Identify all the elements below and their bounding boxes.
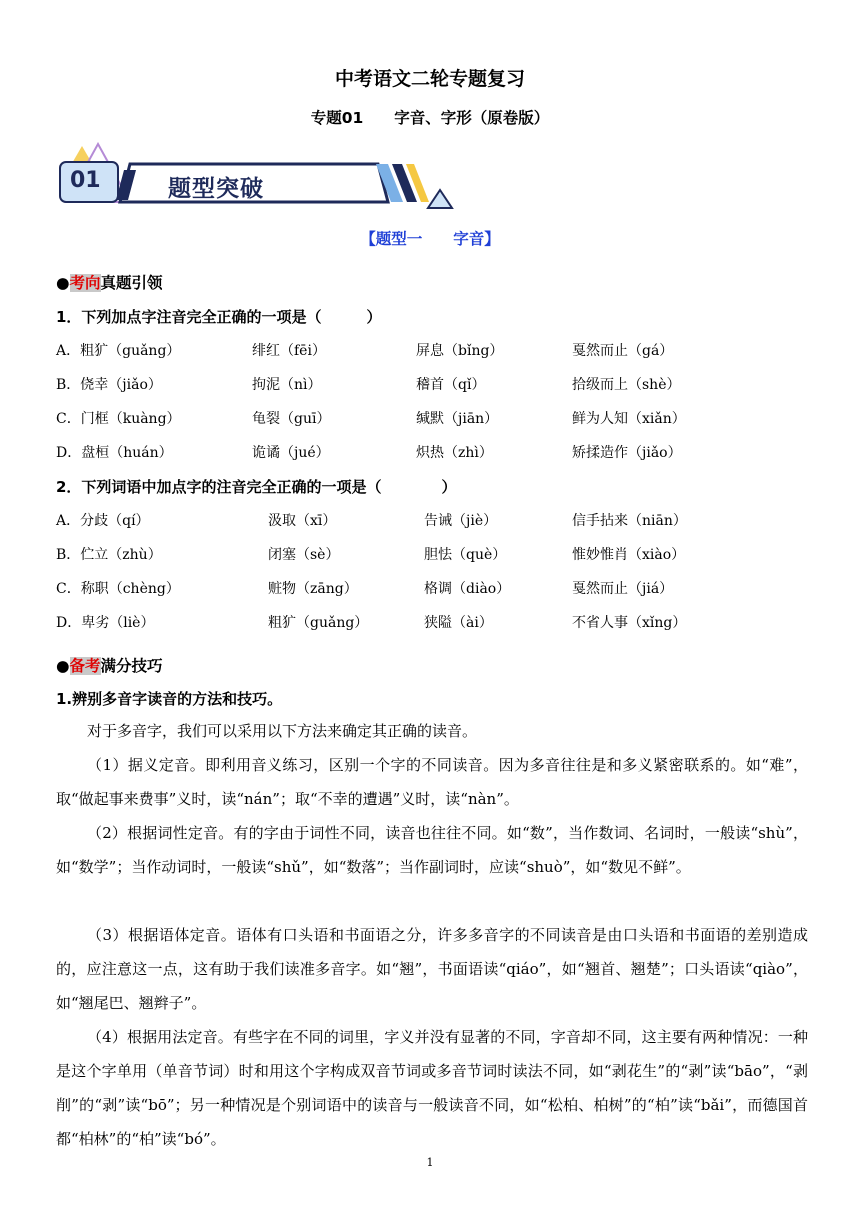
q1-option-a-2: 绯红（fēi） — [252, 343, 326, 359]
q1-option-b-2: 拘泥（nì） — [252, 377, 322, 393]
paragraph-1: （1）据义定音。即利用音义练习，区别一个字的不同读音。因为多音往往是和多义紧密联系的。如“难”，取“做起事来费事”义时，读“nán”；取“不幸的遭遇”义时，读“nàn”。 — [56, 756, 808, 808]
section-heading-text: 真题引领 — [100, 274, 163, 292]
banner-label: 题型突破 — [168, 176, 264, 202]
paragraph-2: （2）根据词性定音。有的字由于词性不同，读音也往往不同。如“数”，当作数词、名词时，一般读“shù”，如“数学”；当作动词时，一般读“shǔ”，如“数落”；当作副词时，应读“shuò”，如“数见不鲜”。 — [56, 824, 808, 876]
q1-option-c-3: 缄默（jiān） — [416, 411, 499, 427]
q2-option-d-1: D．卑劣（liè） — [56, 615, 155, 631]
q1-option-b-4: 拾级而上（shè） — [572, 377, 681, 393]
q1-option-d-2: 诡谲（jué） — [252, 445, 330, 461]
question-1-stem: 1．下列加点字注音完全正确的一项是（ ） — [56, 308, 382, 326]
tip-1-title: 1.辨别多音字读音的方法和技巧。 — [56, 690, 283, 708]
q1-option-c-4: 鲜为人知（xiǎn） — [572, 411, 686, 427]
page-number: 1 — [426, 1156, 434, 1169]
q2-option-a-2: 汲取（xī） — [268, 513, 337, 529]
q2-option-d-2: 粗犷（guǎng） — [268, 615, 369, 631]
paragraph-4: （4）根据用法定音。有些字在不同的词里，字义并没有显著的不同，字音却不同，这主要有两种情况：一种是这个字单用（单音节词）时和用这个字构成双音节词或多音节词时读法不同，如“剥花生”的“剥”读“bāo”，“剥削”的“剥”读“bō”；另一种情况是个别词语中的读音与一般读音不同，如“松柏、柏树”的“柏”读“bǎi”，而德国首都“柏林”的“柏”读“bó”。 — [56, 1028, 808, 1148]
q2-option-b-3: 胆怯（què） — [424, 547, 507, 563]
q1-option-d-3: 炽热（zhì） — [416, 445, 493, 461]
q2-option-c-2: 赃物（zāng） — [268, 581, 358, 597]
bullet-icon: ● — [56, 274, 70, 292]
q2-option-a-3: 告诫（jiè） — [424, 513, 498, 529]
q1-option-d-1: D．盘桓（huán） — [56, 445, 173, 461]
paragraph-3: （3）根据语体定音。语体有口头语和书面语之分，许多多音字的不同读音是由口头语和书面语的差别造成的，应注意这一点，这有助于我们读准多音字。如“翘”，书面语读“qiáo”，如“翘首、翘楚”；口头语读“qiào”，如“翘尾巴、翘辫子”。 — [56, 926, 808, 1012]
document-title: 中考语文二轮专题复习 — [334, 68, 525, 90]
q1-option-d-4: 矫揉造作（jiǎo） — [572, 445, 682, 461]
question-type-header: 【题型一 字音】 — [360, 230, 500, 248]
question-2-stem: 2．下列词语中加点字的注音完全正确的一项是（ ） — [56, 478, 457, 496]
q2-option-c-1: C．称职（chèng） — [56, 581, 180, 597]
q2-option-c-3: 格调（diào） — [424, 581, 511, 597]
bullet-icon: ● — [56, 657, 70, 675]
section-highlight: 考向 — [69, 274, 101, 292]
q1-option-b-3: 稽首（qǐ） — [416, 377, 486, 393]
q2-option-b-1: B．伫立（zhù） — [56, 547, 162, 563]
section-highlight: 备考 — [69, 657, 101, 675]
section-heading-text: 满分技巧 — [100, 657, 163, 675]
q1-option-c-2: 龟裂（guī） — [252, 411, 331, 427]
q2-option-d-3: 狭隘（ài） — [424, 615, 493, 631]
document-subtitle: 专题01 字音、字形（原卷版） — [310, 109, 550, 127]
q1-option-c-1: C．门框（kuàng） — [56, 411, 181, 427]
paragraph-intro: 对于多音字，我们可以采用以下方法来确定其正确的读音。 — [87, 722, 478, 740]
q1-option-a-4: 戛然而止（gá） — [572, 343, 674, 359]
section-heading-prep — [56, 654, 163, 676]
q1-option-a-3: 屏息（bǐng） — [416, 343, 504, 359]
q2-option-a-1: A．分歧（qí） — [56, 513, 150, 529]
q2-option-c-4: 戛然而止（jiá） — [572, 581, 674, 597]
banner-number: 01 — [70, 168, 101, 193]
q1-option-b-1: B．侥幸（jiǎo） — [56, 377, 162, 393]
q1-option-a-1: A．粗犷（guǎng） — [56, 343, 181, 359]
q2-option-b-4: 惟妙惟肖（xiào） — [572, 547, 686, 563]
q2-option-b-2: 闭塞（sè） — [268, 547, 340, 563]
section-heading-exam — [56, 271, 163, 293]
section-banner — [58, 142, 458, 210]
q2-option-a-4: 信手拈来（niān） — [572, 513, 687, 529]
q2-option-d-4: 不省人事（xǐng） — [572, 615, 687, 631]
